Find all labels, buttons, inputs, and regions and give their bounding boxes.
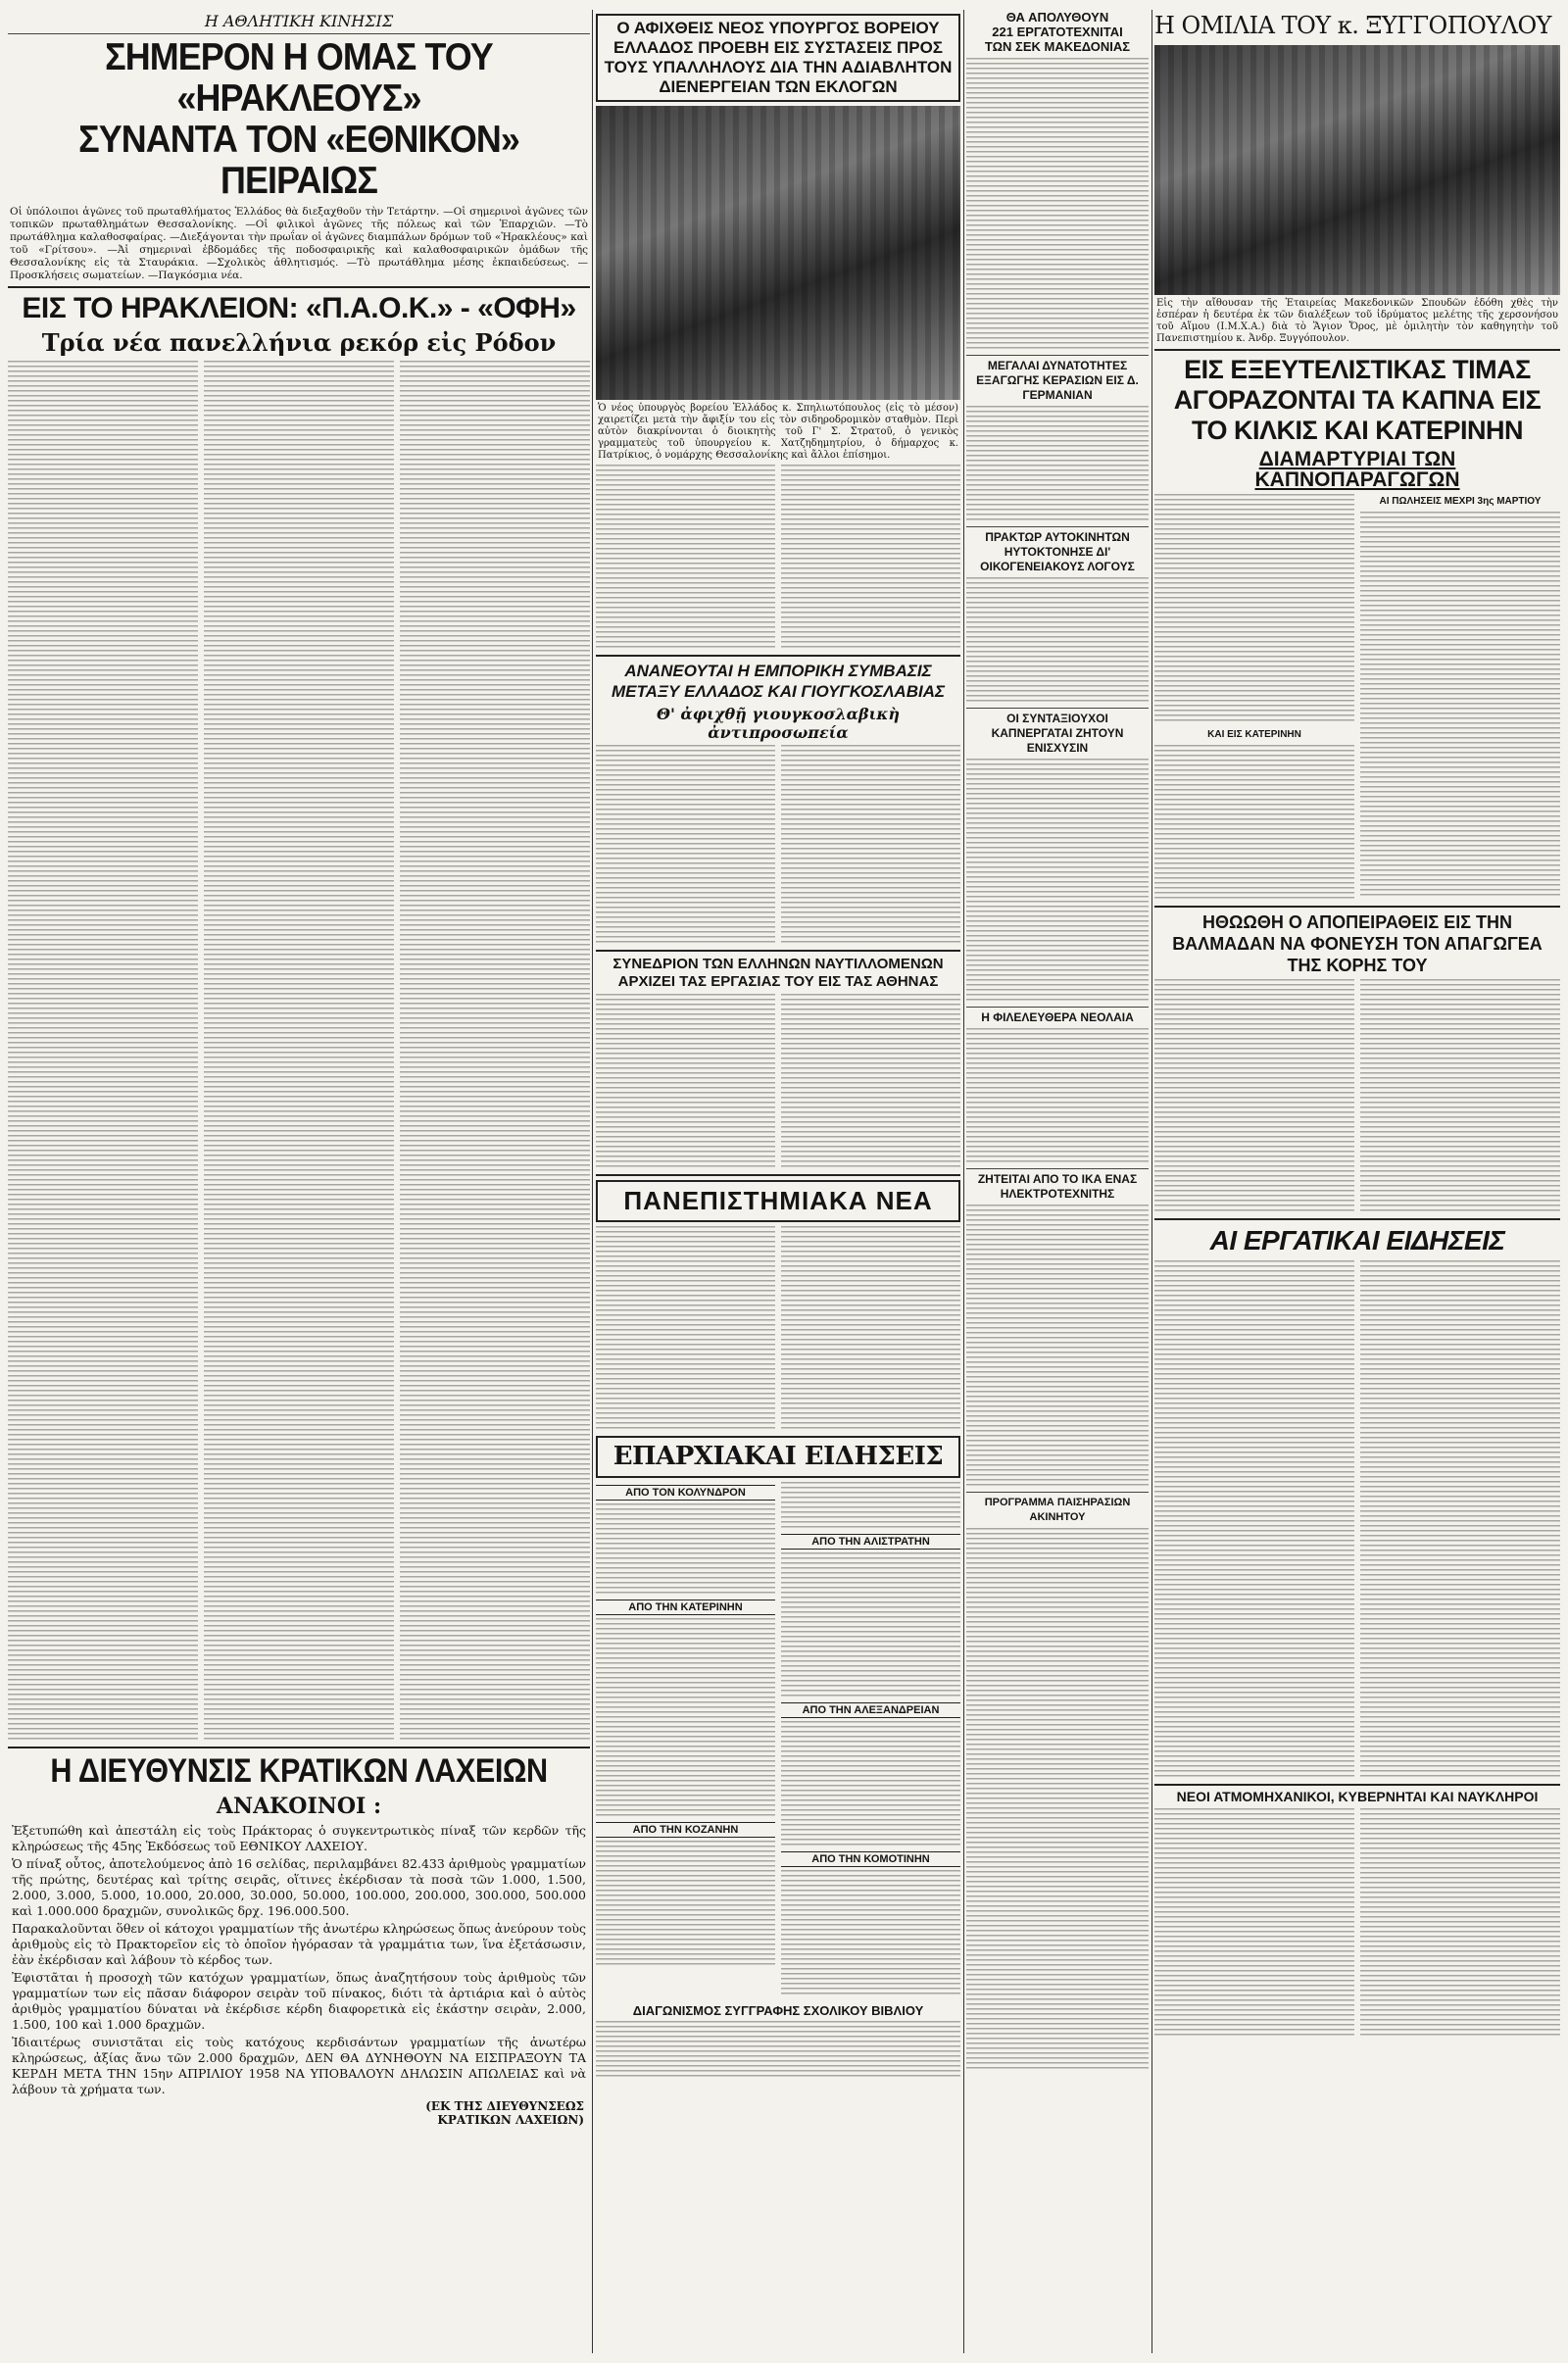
- labour-body: [1154, 1260, 1560, 1780]
- headline-program: ΠΡΟΓΡΑΜΜΑ ΠΑΙΣΗΡΑΣΙΩΝ ΑΚΙΝΗΤΟΥ: [984, 1497, 1131, 1523]
- lottery-paragraph: Ἐξετυπώθη καὶ ἀπεστάλη εἰς τοὺς Πράκτορας ὁ συγκεντρωτικὸς πίναξ τῶν κερδῶν τῆς κληρώσεως τῆς 45ης Ἐκδόσεως τοῦ ΕΘΝΙΚΟΥ ΛΑΧΕΙΟΥ.: [12, 1823, 586, 1853]
- headline-trade: ΑΝΑΝΕΟΥΤΑΙ Η ΕΜΠΟΡΙΚΗ ΣΥΜΒΑΣΙΣ ΜΕΤΑΞΥ ΕΛΛΑΔΟΣ ΚΑΙ ΓΙΟΥΓΚΟΣΛΑΒΙΑΣ: [611, 662, 946, 701]
- text-column: [8, 361, 198, 1743]
- briefs-column: [966, 10, 1149, 2072]
- provincial-body: [596, 1482, 960, 1997]
- place-heading: ΑΠΟ ΤΗΝ ΑΛΙΣΤΡΑΤΗΝ: [781, 1534, 960, 1550]
- text-column: [781, 994, 960, 1170]
- subhead-trade: Θ' ἀφιχθῇ γιουγκοσλαβικὴ ἀντιπροσωπεία: [657, 705, 900, 742]
- tobacco-body: [1154, 494, 1560, 902]
- text-block: [1154, 745, 1354, 902]
- lottery-paragraph: Ὁ πίναξ οὗτος, ἀποτελούμενος ἀπὸ 16 σελίδας, περιλαμβάνει 82.433 ἀριθμοὺς γραμματίων τῆς πρώτης, δευτέρας καὶ τρίτης σειρᾶς, οἵτινες ἐκέρδισαν τὰ ποσὰ τῶν 1.000, 1.500, 2.000, 3.000, 5.000, 10.000, 20.000, 30.000, 50.000, 100.000, 200.000, 300.000, 500.000 καὶ 1.000.000 δραχμῶν, συνολικῶς δρχ. 196.000.500.: [12, 1856, 586, 1918]
- university-body: [596, 1226, 960, 1432]
- text-block: [596, 2021, 960, 2080]
- text-column: [596, 1226, 775, 1432]
- text-column: [400, 361, 590, 1743]
- headline-lecture: Η ΟΜΙΛΙΑ ΤΟΥ κ. ΞΥΓΓΟΠΟΥΛΟΥ: [1154, 12, 1551, 39]
- university-headline-box: [596, 1180, 960, 1222]
- text-column: [1360, 1260, 1560, 1780]
- lecture-photo: [1154, 45, 1560, 295]
- text-column: [1154, 979, 1354, 1214]
- headline-labour: ΑΙ ΕΡΓΑΤΙΚΑΙ ΕΙΔΗΣΕΙΣ: [1209, 1225, 1505, 1255]
- headline-cherries: ΜΕΓΑΛΑΙ ΔΥΝΑΤΟΤΗΤΕΣ ΕΞΑΓΩΓΗΣ ΚΕΡΑΣΙΩΝ ΕΙΣ Δ. ΓΕΡΜΑΝΙΑΝ: [976, 359, 1139, 402]
- place-heading: ΑΠΟ ΤΗΝ ΑΛΕΞΑΝΔΡΕΙΑΝ: [781, 1702, 960, 1718]
- lottery-paragraph: Ἐφιστᾶται ἡ προσοχὴ τῶν κατόχων γραμματίων, ὅπως ἀναζητήσουν τοὺς ἀριθμοὺς τῶν γραμματίων των εἰς πᾶσαν διάφορον σειρὰν τοῦ πίνακος, διότι τὰ ἀρτιάρια καὶ ὁ αὐτὸς ἀριθμὸς γραμματίου δύναται νὰ ἐκέρδισε κέρδη διαφορετικὰ εἰς ἑκάστην σειρὰν, 2.000, 1.500, 100 καὶ 1.000 δραχμῶν.: [12, 1970, 586, 2032]
- text-column: [596, 465, 775, 651]
- sports-lead: Οἱ ὑπόλοιποι ἀγῶνες τοῦ πρωταθλήματος Ἑλλάδος θὰ διεξαχθοῦν τὴν Τετάρτην. —Οἱ σημερινοὶ ἀγῶνες τῶν τοπικῶν πρωταθλημάτων Θεσσαλονίκης. —Οἱ φιλικοὶ ἀγῶνες τῆς πόλεως καὶ τῶν Ἐπαρχιῶν. —Τὸ πρωτάθλημα καλαθοσφαίρας. —Διεξάγονται τὴν πρωΐαν οἱ ἀγῶνες διαμπάλων δρόμων τοῦ «Ἡρακλέους» καὶ τοῦ «Γρίτσου». —Ἀἱ σημεριναὶ ἐβδομάδες τῆς ποδοσφαιρικῆς καὶ καλαθοσφαιρικῶν ὁμάδων τῆς Θεσσαλονίκης εἰς τὰ Σταυράκια. —Σχολικὸς ἀθλητισμός. —Τὸ πρωτάθλημα μέσης ἐκπαιδεύσεως. —Προσκλήσεις σωματείων. —Παγκόσμια νέα.: [10, 206, 588, 281]
- text-column: [1360, 979, 1560, 1214]
- headline-layoffs: ΤΩΝ ΣΕΚ ΜΑΚΕΔΟΝΙΑΣ: [984, 39, 1131, 54]
- headline-minister: Ο ΑΦΙΧΘΕΙΣ ΝΕΟΣ ΥΠΟΥΡΓΟΣ ΒΟΡΕΙΟΥ ΕΛΛΑΔΟΣ ΠΡΟΕΒΗ ΕΙΣ ΣΥΣΤΑΣΕΙΣ ΠΡΟΣ ΤΟΥΣ ΥΠΑΛΛΗΛΟΥΣ ΔΙΑ ΤΗΝ ΑΔΙΑΒΛΗΤΟΝ ΔΙΕΝΕΡΓΕΙΑΝ ΤΩΝ ΕΚΛΟΓΩΝ: [604, 19, 953, 96]
- right-column: [1154, 10, 1560, 2039]
- headline-new-engineers: ΝΕΟΙ ΑΤΜΟΜΗΧΑΝΙΚΟΙ, ΚΥΒΕΡΝΗΤΑΙ ΚΑΙ ΝΑΥΚΛΗΡΟΙ: [1176, 1789, 1539, 1804]
- text-block: [596, 1841, 775, 1968]
- sports-column: [8, 10, 590, 2127]
- headline-layoffs: ΘΑ ΑΠΟΛΥΘΟΥΝ: [1005, 10, 1109, 25]
- text-column: [596, 994, 775, 1170]
- place-heading: ΑΠΟ ΤΗΝ ΚΑΤΕΡΙΝΗΝ: [596, 1600, 775, 1615]
- text-block: [966, 1205, 1149, 1489]
- text-block: [966, 1528, 1149, 2072]
- text-block: [1360, 512, 1560, 899]
- minister-body: [596, 465, 960, 651]
- text-column: [1154, 1260, 1354, 1780]
- tobacco-right: [1360, 494, 1560, 902]
- headline-suicide: ΠΡΑΚΤΩΡ ΑΥΤΟΚΙΝΗΤΩΝ ΗΥΤΟΚΤΟΝΗΣΕ ΔΙ' ΟΙΚΟΓΕΝΕΙΑΚΟΥΣ ΛΟΓΟΥΣ: [980, 530, 1135, 573]
- text-block: [966, 1028, 1149, 1165]
- column-rule: [963, 10, 964, 2353]
- lecture-photo-caption: Εἰς τὴν αἴθουσαν τῆς Ἑταιρείας Μακεδονικῶν Σπουδῶν ἐδόθη χθὲς τὴν ἑσπέραν ἡ δευτέρα ἐκ τῶν διαλέξεων τοῦ ἰδρύματος μελέτης τῆς χερσονήσου τοῦ Αἵμου (Ι.Μ.Χ.Α.) διὰ τὸ Ἅγιον Ὄρος, μὲ ὁμιλητὴν τὸν καθηγητὴν τοῦ Πανεπιστημίου κ. Ἀνδρ. Ξυγγόπουλον.: [1156, 298, 1558, 344]
- lottery-announce: ΑΝΑΚΟΙΝΟΙ :: [216, 1794, 382, 1819]
- headline-acquitted: ΗΘΩΩΘΗ Ο ΑΠΟΠΕΙΡΑΘΕΙΣ ΕΙΣ ΤΗΝ ΒΑΛΜΑΔΑΝ ΝΑ ΦΟΝΕΥΣΗ ΤΟΝ ΑΠΑΓΩΓΕΑ ΤΗΣ ΚΟΡΗΣ ΤΟΥ: [1172, 912, 1543, 975]
- text-block: [781, 1870, 960, 1997]
- subhead-katerini: ΚΑΙ ΕΙΣ ΚΑΤΕΡΙΝΗΝ: [1207, 729, 1301, 740]
- text-block: [781, 1552, 960, 1699]
- lottery-signature: ΚΡΑΤΙΚΩΝ ΛΑΧΕΙΩΝ): [437, 2113, 584, 2127]
- provincial-headline-box: [596, 1436, 960, 1478]
- headline-tobacco-protest: ΔΙΑΜΑΡΤΥΡΙΑΙ ΤΩΝ ΚΑΠΝΟΠΑΡΑΓΩΓΩΝ: [1254, 448, 1460, 491]
- column-rule: [592, 10, 593, 2353]
- trade-body: [596, 745, 960, 946]
- shipping-body: [596, 994, 960, 1170]
- headline-liberal-youth: Η ΦΙΛΕΛΕΥΘΕΡΑ ΝΕΟΛΑΙΑ: [981, 1010, 1134, 1024]
- headline-school-book: ΔΙΑΓΩΝΙΣΜΟΣ ΣΥΓΓΡΑΦΗΣ ΣΧΟΛΙΚΟΥ ΒΙΒΛΙΟΥ: [632, 2003, 924, 2018]
- minister-photo-caption: Ὁ νέος ὑπουργὸς βορείου Ἑλλάδος κ. Σπηλιωτόπουλος (εἰς τὸ μέσον) χαιρετίζει μετὰ τὴν ἄφιξίν του εἰς τὸν σιδηροδρομικὸν σταθμὸν. Περὶ αὐτὸν διακρίνονται ὁ διοικητὴς τοῦ Γ' Σ. Στρατοῦ, ὁ γενικὸς γραμματεὺς τοῦ ὑπουργείου κ. Χατζηδημητρίου, ὁ δήμαρχος κ. Πατρίκιος, ὁ νομάρχης Θεσσαλονίκης καὶ ἄλλοι ἐπίσημοι.: [598, 403, 958, 461]
- text-block: [1154, 494, 1354, 724]
- headline-electrician: ΖΗΤΕΙΤΑΙ ΑΠΟ ΤΟ ΙΚΑ ΕΝΑΣ ΗΛΕΚΤΡΟΤΕΧΝΙΤΗΣ: [977, 1172, 1138, 1201]
- sports-body: [8, 361, 590, 1743]
- headline-ethnikos: ΣΥΝΑΝΤΑ ΤΟΝ «ΕΘΝΙΚΟΝ» ΠΕΙΡΑΙΩΣ: [78, 119, 519, 202]
- text-column: [781, 465, 960, 651]
- provincial-left: [596, 1482, 775, 1997]
- minister-headline-box: [596, 14, 960, 102]
- place-heading: ΑΠΟ ΤΗΝ ΚΟΜΟΤΙΝΗΝ: [781, 1851, 960, 1867]
- text-block: [781, 1482, 960, 1531]
- text-column: [204, 361, 394, 1743]
- headline-pensioners: ΟΙ ΣΥΝΤΑΞΙΟΥΧΟΙ ΚΑΠΝΕΡΓΑΤΑΙ ΖΗΤΟΥΝ ΕΝΙΣΧΥΣΙΝ: [991, 712, 1124, 755]
- text-column: [781, 745, 960, 946]
- subhead-sales: ΑΙ ΠΩΛΗΣΕΙΣ ΜΕΧΡΙ 3ης ΜΑΡΤΙΟΥ: [1379, 496, 1542, 507]
- place-heading: ΑΠΟ ΤΗΝ ΚΟΖΑΝΗΝ: [596, 1822, 775, 1838]
- text-block: [596, 1503, 775, 1597]
- engineers-body: [1154, 1808, 1560, 2039]
- text-column: [1154, 1808, 1354, 2039]
- headline-tobacco: ΕΙΣ ΕΞΕΥΤΕΛΙΣΤΙΚΑΣ ΤΙΜΑΣ ΑΓΟΡΑΖΟΝΤΑΙ ΤΑ ΚΑΠΝΑ ΕΙΣ ΤΟ ΚΙΛΚΙΣ ΚΑΙ ΚΑΤΕΡΙΝΗΝ: [1173, 355, 1542, 445]
- headline-paok-ofi: ΕΙΣ ΤΟ ΗΡΑΚΛΕΙΟΝ: «Π.Α.Ο.Κ.» - «ΟΦΗ»: [22, 292, 576, 324]
- headline-heracles: ΣΗΜΕΡΟΝ Η ΟΜΑΣ ΤΟΥ «ΗΡΑΚΛΕΟΥΣ»: [105, 36, 493, 120]
- place-heading: ΑΠΟ ΤΟΝ ΚΟΛΥΝΔΡΟΝ: [596, 1485, 775, 1501]
- text-block: [596, 1618, 775, 1819]
- lottery-paragraph: Ἰδιαιτέρως συνιστᾶται εἰς τοὺς κατόχους κερδισάντων γραμματίων τῆς ἀνωτέρω κληρώσεως, ἀξίας ἄνω τῶν 2.000 δραχμῶν, ΔΕΝ ΘΑ ΔΥΝΗΘΟΥΝ ΝΑ ΕΙΣΠΡΑΞΟΥΝ ΤΑ ΚΕΡΔΗ ΜΕΤΑ ΤΗΝ 15ην ΑΠΡΙΛΙΟΥ 1958 ΝΑ ΥΠΟΒΑΛΟΥΝ ΔΗΛΩΣΙΝ ΑΠΩΛΕΙΑΣ καὶ νὰ λάβουν τὰ χρήματα των.: [12, 2035, 586, 2096]
- text-block: [966, 759, 1149, 1004]
- text-block: [966, 58, 1149, 352]
- text-block: [781, 1721, 960, 1848]
- lottery-signature: (ΕΚ ΤΗΣ ΔΙΕΥΘΥΝΣΕΩΣ: [425, 2099, 584, 2113]
- minister-photo: [596, 106, 960, 400]
- acquitted-body: [1154, 979, 1560, 1214]
- subhead-records: Τρία νέα πανελλήνια ρεκόρ εἰς Ρόδον: [41, 328, 557, 357]
- text-column: [781, 1226, 960, 1432]
- provincial-right: [781, 1482, 960, 1997]
- lottery-paragraph: Παρακαλοῦνται ὅθεν οἱ κάτοχοι γραμματίων τῆς ἀνωτέρω κληρώσεως ὅπως ἀνεύρουν τοὺς ἀριθμοὺς εἰς τὸ Πρακτορεῖον εἰς τὸ ὁποῖον ἠγόρασαν τὰ γραμμάτια των, ἵνα ἐξετάσωσιν, ἐὰν ἐκέρδισαν καὶ λάβουν τὸ κέρδος των.: [12, 1921, 586, 1967]
- headline-provincial: ΕΠΑΡΧΙΑΚΑΙ ΕΙΔΗΣΕΙΣ: [612, 1442, 944, 1471]
- text-column: [596, 745, 775, 946]
- headline-layoffs: 221 ΕΡΓΑΤΟΤΕΧΝΙΤΑΙ: [992, 25, 1123, 39]
- text-block: [966, 577, 1149, 705]
- sports-kicker: Η ΑΘΛΗΤΙΚΗ ΚΙΝΗΣΙΣ: [204, 12, 394, 30]
- headline-lottery: Η ΔΙΕΥΘΥΝΣΙΣ ΚΡΑΤΙΚΩΝ ΛΑΧΕΙΩΝ: [50, 1752, 548, 1790]
- text-block: [966, 406, 1149, 523]
- headline-university: ΠΑΝΕΠΙΣΤΗΜΙΑΚΑ ΝΕΑ: [623, 1186, 933, 1215]
- headline-shipping: ΣΥΝΕΔΡΙΟΝ ΤΩΝ ΕΛΛΗΝΩΝ ΝΑΥΤΙΛΛΟΜΕΝΩΝ ΑΡΧΙΖΕΙ ΤΑΣ ΕΡΓΑΣΙΑΣ ΤΟΥ ΕΙΣ ΤΑΣ ΑΘΗΝΑΣ: [612, 956, 944, 990]
- text-column: [1360, 1808, 1560, 2039]
- tobacco-left: [1154, 494, 1354, 902]
- minister-column: [596, 10, 960, 2080]
